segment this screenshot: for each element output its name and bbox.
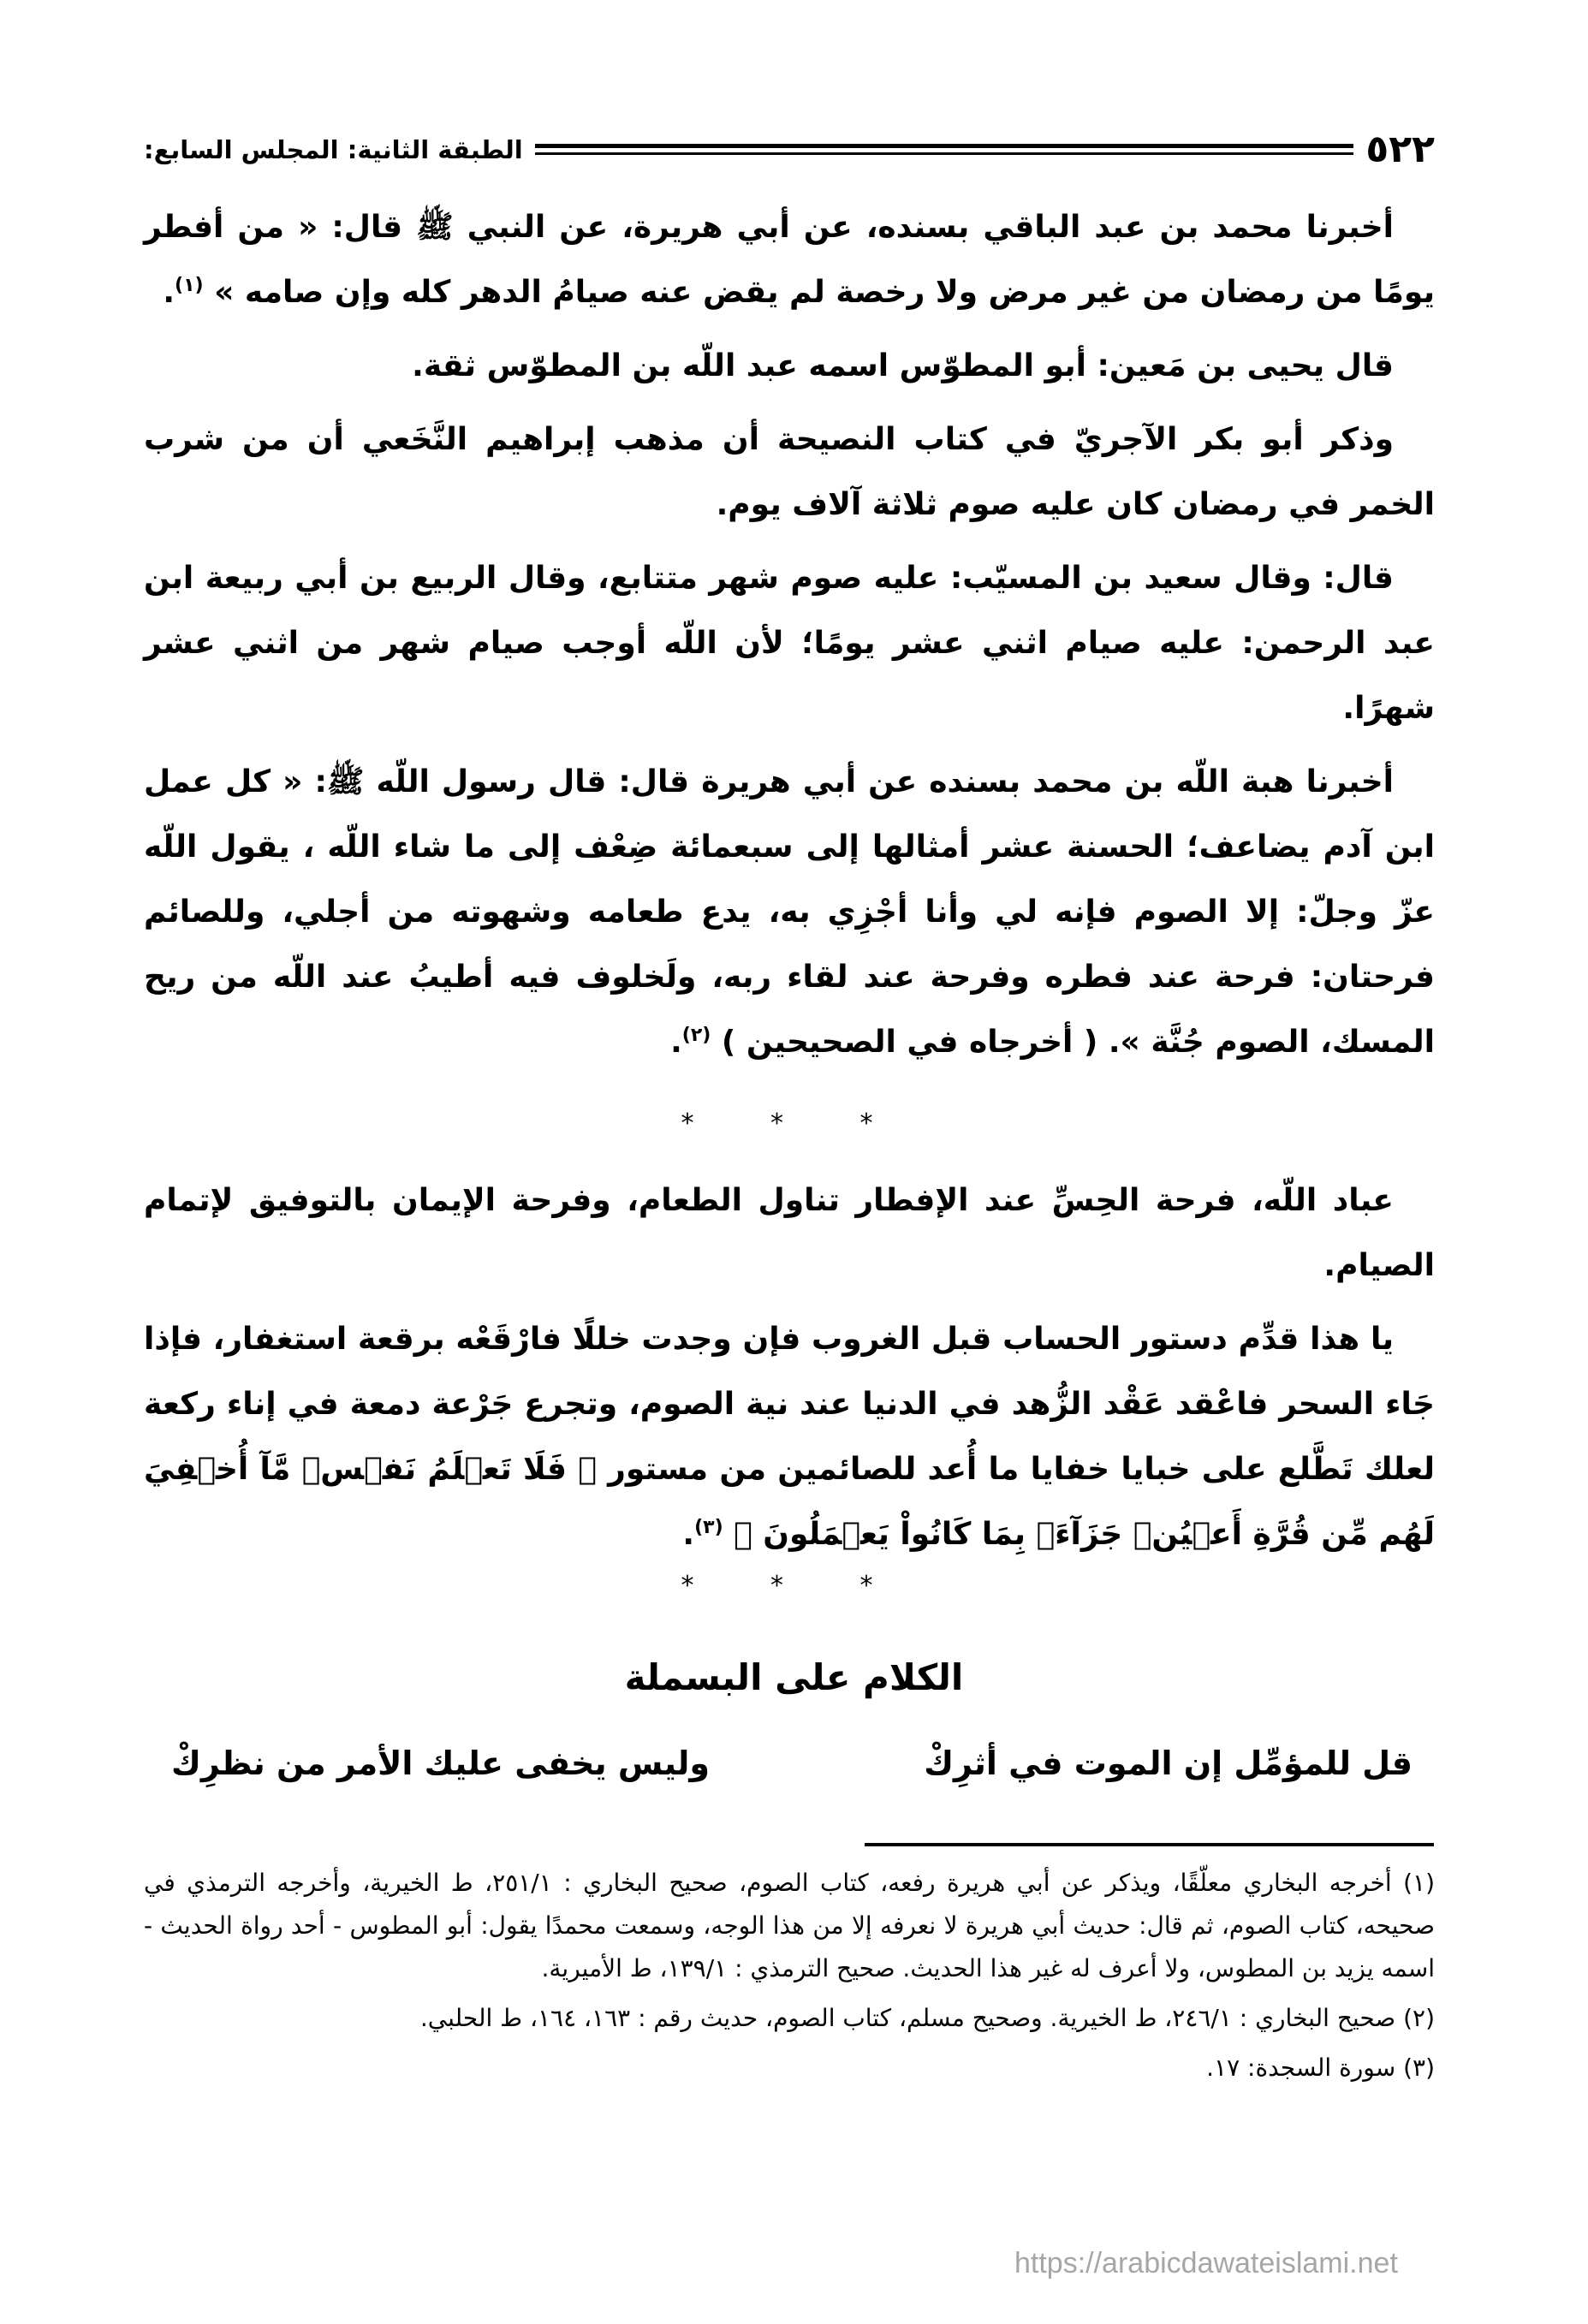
paragraph-hadith-2	[144, 750, 1435, 1075]
footnote-reference[interactable]: (٣)	[694, 1517, 723, 1538]
footnote-separator-rule	[865, 1843, 1434, 1846]
footnote-3: (٣) سورة السجدة: ١٧.	[1206, 2054, 1435, 2082]
section-separator-stars: * * *	[681, 1571, 907, 1601]
paragraph-text: وذكر أبو بكر الآجريّ في كتاب النصيحة أن مذهب إبراهيم النَّخَعي أن من شرب الخمر في رمضان كان عليه صوم ثلاثة آلاف يوم.	[144, 422, 1435, 522]
paragraph-end: .	[670, 1025, 682, 1060]
paragraph-ya-hatha	[144, 1307, 1435, 1567]
paragraph-end: .	[682, 1517, 695, 1552]
paragraph-ibn-maeen	[144, 334, 1435, 399]
footnotes	[144, 1862, 1435, 2096]
paragraph-hadith-1	[144, 195, 1435, 325]
paragraph-end: .	[163, 275, 175, 310]
running-title: الطبقة الثانية: المجلس السابع:	[144, 135, 523, 164]
verse-second-hemistich: وليس يخفى عليك الأمر من نظرِكْ	[171, 1744, 711, 1782]
paragraph-ibn-musayyab	[144, 546, 1435, 741]
paragraph-text: قال: وقال سعيد بن المسيّب: عليه صوم شهر متتابع، وقال الربيع بن أبي ربيعة ابن عبد الرحمن: عليه صيام اثني عشر يومًا؛ لأن اللّه أوجب صيام شهر من اثني عشر شهرًا.	[144, 561, 1435, 726]
footnote-reference[interactable]: (١)	[175, 275, 204, 296]
section-separator-stars: * * *	[681, 1109, 907, 1138]
main-text-block-1	[144, 195, 1435, 1084]
page-header	[144, 128, 1435, 171]
paragraph-text: عباد اللّه، فرحة الحِسِّ عند الإفطار تناول الطعام، وفرحة الإيمان بالتوفيق لإتمام الصيام.	[144, 1183, 1435, 1283]
main-text-block-2	[144, 1168, 1435, 1576]
paragraph-text: يا هذا قدِّم دستور الحساب قبل الغروب فإن وجدت خللًا فارْقَعْه برقعة استغفار، فإذا جَاء السحر فاعْقد عَقْد الزُّهد في الدنيا عند نية الصوم، وتجرع جَرْعة دمعة في إناء ركعة لعلك تَطَّلع على خبايا خفايا ما أُعد للصائمين من مستور ﴿ فَلَا تَعۡلَمُ نَفۡسٞ مَّآ أُخۡفِيَ لَهُم مِّن قُرَّةِ أَعۡيُنٖ جَزَآءَۢ بِمَا كَانُواْ يَعۡمَلُونَ ﴾	[144, 1322, 1435, 1552]
header-double-rule	[535, 144, 1354, 156]
paragraph-text: أخبرنا هبة اللّه بن محمد بسنده عن أبي هريرة قال: قال رسول اللّه ﷺ: « كل عمل ابن آدم يضاعف؛ الحسنة عشر أمثالها إلى سبعمائة ضِعْف إلى ما شاء اللّه ، يقول اللّه عزّ وجلّ: إلا الصوم فإنه لي وأنا أجْزِي به، يدع طعامه وشهوته من أجلي، وللصائم فرحتان: فرحة عند فطره وفرحة عند لقاء ربه، ولَخلوف فيه أطيبُ عند اللّه من ريح المسك، الصوم جُنَّة ». ( أخرجاه في الصحيحين )	[144, 764, 1435, 1060]
watermark-url: https://arabicdawateislami.net	[1014, 2247, 1398, 2279]
section-heading: الكلام على البسملة	[624, 1656, 964, 1698]
paragraph-text: أخبرنا محمد بن عبد الباقي بسنده، عن أبي هريرة، عن النبي ﷺ قال: « من أفطر يومًا من رمضان من غير مرض ولا رخصة لم يقض عنه صيامُ الدهر كله وإن صامه »	[144, 210, 1435, 310]
paragraph-ibad-allah	[144, 1168, 1435, 1299]
paragraph-text: قال يحيى بن مَعين: أبو المطوّس اسمه عبد اللّه بن المطوّس ثقة.	[412, 348, 1394, 383]
footnote-reference[interactable]: (٢)	[681, 1025, 711, 1046]
verse-first-hemistich: قل للمؤمِّل إن الموت في أثرِكْ	[924, 1744, 1413, 1782]
poetry-verse	[154, 1733, 1430, 1793]
page-number: ٥٢٢	[1365, 128, 1435, 171]
footnote-2: (٢) صحيح البخاري : ٢٤٦/١، ط الخيرية. وصحيح مسلم، كتاب الصوم، حديث رقم : ١٦٣، ١٦٤، ط الحلبي.	[419, 2004, 1435, 2032]
paragraph-ajurri	[144, 407, 1435, 538]
footnote-1: (١) أخرجه البخاري معلّقًا، ويذكر عن أبي هريرة رفعه، كتاب الصوم، صحيح البخاري : ٢٥١/١، ط الخيرية، وأخرجه الترمذي في صحيحه، كتاب الصوم، ثم قال: حديث أبي هريرة لا نعرفه إلا من هذا الوجه، وسمعت محمدًا يقول: أبو المطوس - أحد رواة الحديث - اسمه يزيد بن المطوس، ولا أعرف له غير هذا الحديث. صحيح الترمذي : ١٣٩/١، ط الأميرية.	[144, 1869, 1435, 1982]
